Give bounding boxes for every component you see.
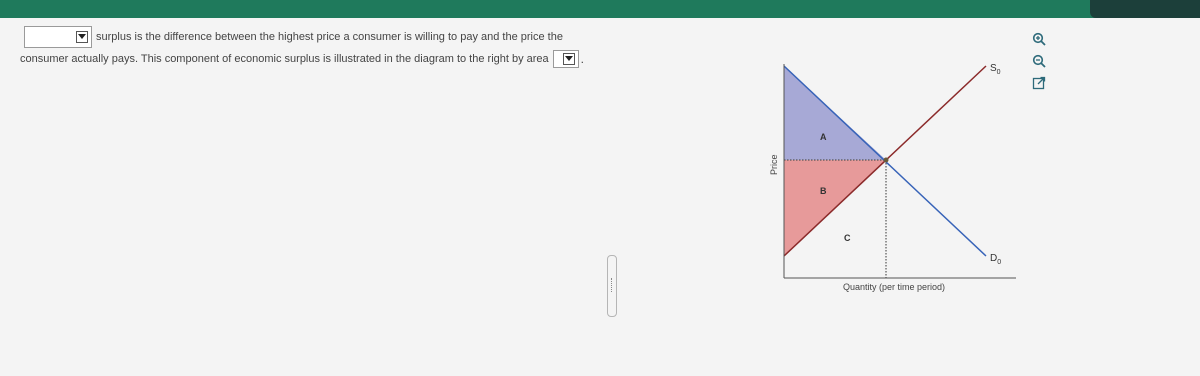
equilibrium-point — [884, 158, 889, 163]
blank-1-dropdown[interactable] — [24, 26, 92, 48]
dropdown-arrow-icon — [563, 53, 575, 65]
open-external-icon[interactable] — [1030, 74, 1048, 92]
blank-2-dropdown[interactable] — [553, 50, 579, 68]
diagram-toolbar — [1030, 30, 1050, 96]
dropdown-arrow-icon — [76, 31, 88, 43]
sentence-period: . — [580, 52, 585, 66]
header-corner-panel — [1090, 0, 1200, 18]
supply-label: $S_0$ — [990, 63, 1001, 76]
zoom-out-icon[interactable] — [1030, 52, 1048, 70]
area-b-label: B — [820, 186, 827, 196]
area-c-label: C — [844, 233, 851, 243]
area-a-label: A — [820, 132, 827, 142]
y-axis-label: Price — [769, 154, 779, 175]
surplus-diagram — [760, 60, 1020, 300]
top-header-bar — [0, 0, 1200, 18]
question-text-1: surplus is the difference between the highest price a consumer is willing to pay and the price the — [96, 31, 563, 43]
x-axis-label: Quantity (per time period) — [843, 282, 946, 292]
panel-resize-handle[interactable] — [607, 255, 617, 317]
zoom-in-icon[interactable] — [1030, 30, 1048, 48]
question-text-2: consumer actually pays. This component of economic surplus is illustrated in the diagram to the right by area — [20, 53, 549, 65]
question-line-2 — [20, 49, 584, 69]
question-panel — [0, 18, 1200, 376]
question-line-1 — [24, 26, 563, 48]
demand-label: $D_0$ — [990, 253, 1002, 266]
